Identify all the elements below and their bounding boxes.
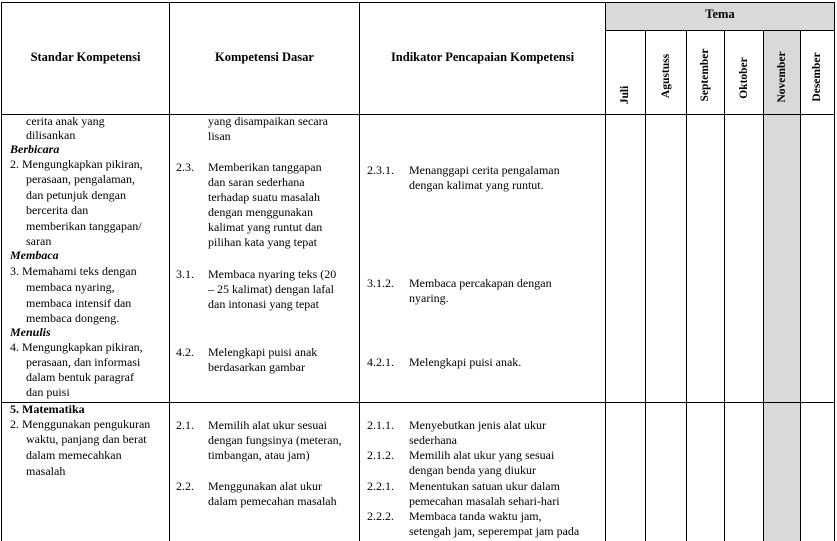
kd42-line: berdasarkan gambar — [208, 360, 305, 374]
i231-line: dengan kalimat yang runtut. — [409, 178, 544, 192]
month-header-agustus: Agustuss — [660, 53, 672, 99]
kd-number: 2.2. — [176, 479, 194, 493]
indikator-number: 2.3.1. — [367, 163, 394, 177]
kd23-line: kalimat yang runtut dan — [208, 220, 323, 234]
grid-line-top — [1, 2, 835, 3]
sk3-line: membaca nyaring, — [26, 280, 115, 294]
indikator-number: 2.2.1. — [367, 479, 394, 493]
sk-cont-line: cerita anak yang — [26, 114, 105, 128]
kd-cont-line: yang disampaikan secara — [208, 114, 328, 128]
sk2-line: saran — [26, 234, 52, 248]
month-header-oktober: Oktober — [738, 57, 750, 99]
kd23-line: terhadap suatu masalah — [208, 190, 320, 204]
kd-number: 2.1. — [176, 418, 194, 432]
month-header-september: September — [699, 48, 711, 102]
kd22-line: dalam pemecahan masalah — [208, 494, 337, 508]
month-header-juli: Juli — [619, 85, 631, 105]
i212-line: Memilih alat ukur yang sesuai — [409, 448, 555, 462]
sk3-line: 3. Memahami teks dengan — [10, 264, 137, 278]
kd-number: 2.3. — [176, 160, 194, 174]
kd23-line: dengan menggunakan — [208, 205, 313, 219]
kd23-line: pilihan kata yang tepat — [208, 235, 317, 249]
grid-col-4 — [645, 30, 646, 541]
grid-col-8 — [800, 30, 801, 541]
i212-line: dengan benda yang diukur — [409, 463, 536, 477]
sk2-line: perasaan, pengalaman, — [26, 172, 135, 186]
indikator-number: 2.1.1. — [367, 418, 394, 432]
kd23-line: Memberikan tanggapan — [208, 160, 322, 174]
grid-col-2 — [359, 2, 360, 541]
i312-line: Membaca percakapan dengan — [409, 276, 552, 290]
sk4-line: 4. Mengungkapkan pikiran, — [10, 340, 143, 354]
sk-mat-line: dalam memecahkan — [26, 448, 122, 462]
kd-cont-line: lisan — [208, 129, 231, 143]
sk-mat-line: waktu, panjang dan berat — [26, 432, 147, 446]
kd21-line: timbangan, atau jam) — [208, 448, 310, 462]
kd31-line: – 25 kalimat) dengan lafal — [208, 282, 334, 296]
kd31-line: Membaca nyaring teks (20 — [208, 267, 337, 281]
i222-line: Membaca tanda waktu jam, — [409, 509, 542, 523]
sk4-line: dalam bentuk paragraf — [26, 370, 134, 384]
sk3-line: membaca intensif dan — [26, 296, 132, 310]
grid-col-6 — [724, 30, 725, 541]
i222-line: setengah jam, seperempat jam pada — [409, 524, 580, 538]
section-heading-membaca: Membaca — [10, 248, 59, 262]
grid-col-5 — [686, 30, 687, 541]
i221-line: pemecahan masalah sehari-hari — [409, 494, 560, 508]
sk2-line: dan petunjuk dengan — [26, 188, 126, 202]
i421-line: Melengkapi puisi anak. — [409, 355, 522, 369]
section-heading-menulis: Menulis — [10, 325, 51, 339]
month-header-november: November — [776, 51, 788, 103]
sk-cont-line: dilisankan — [26, 128, 76, 142]
kd22-line: Menggunakan alat ukur — [208, 479, 322, 493]
sk4-line: dan puisi — [26, 385, 70, 399]
kd21-line: dengan fungsinya (meteran, — [208, 433, 342, 447]
header-indikator: Indikator Pencapaian Kompetensi — [390, 50, 575, 64]
grid-col-7 — [763, 30, 764, 541]
section-heading-berbicara: Berbicara — [10, 142, 60, 156]
i231-line: Menanggapi cerita pengalaman — [409, 163, 560, 177]
header-tema: Tema — [705, 7, 735, 21]
kd23-line: dan saran sederhana — [208, 175, 305, 189]
grid-col-1 — [169, 2, 170, 541]
kd21-line: Memilih alat ukur sesuai — [208, 418, 327, 432]
i211-line: sederhana — [409, 433, 457, 447]
i312-line: nyaring. — [409, 291, 449, 305]
indikator-number: 3.1.2. — [367, 276, 394, 290]
sk4-line: perasaan, dan informasi — [26, 355, 141, 369]
month-header-desember: Desember — [811, 52, 823, 102]
sk2-line: bercerita dan — [26, 203, 89, 217]
grid-col-9 — [834, 2, 835, 541]
header-kompetensi-dasar: Kompetensi Dasar — [215, 50, 314, 64]
grid-col-3 — [605, 2, 606, 541]
sk3-line: membaca dongeng. — [26, 311, 120, 325]
i221-line: Menentukan satuan ukur dalam — [409, 479, 560, 493]
sk-mat-line: masalah — [26, 464, 66, 478]
section-heading-matematika: 5. Matematika — [10, 402, 85, 416]
indikator-number: 2.2.2. — [367, 509, 394, 523]
indikator-number: 2.1.2. — [367, 448, 394, 462]
indikator-number: 4.2.1. — [367, 355, 394, 369]
sk-mat-line: 2. Menggunakan pengukuran — [10, 417, 151, 431]
sk2-line: memberikan tanggapan/ — [26, 219, 142, 233]
grid-line-row-split — [1, 402, 835, 403]
grid-col-0 — [1, 2, 2, 541]
sk2-line: 2. Mengungkapkan pikiran, — [10, 157, 143, 171]
i211-line: Menyebutkan jenis alat ukur — [409, 418, 546, 432]
kd42-line: Melengkapi puisi anak — [208, 345, 318, 359]
grid-line-header-bottom — [1, 114, 835, 115]
header-standar-kompetensi: Standar Kompetensi — [30, 50, 141, 64]
kd-number: 3.1. — [176, 267, 194, 281]
kd31-line: dan intonasi yang tepat — [208, 297, 319, 311]
kd-number: 4.2. — [176, 345, 194, 359]
